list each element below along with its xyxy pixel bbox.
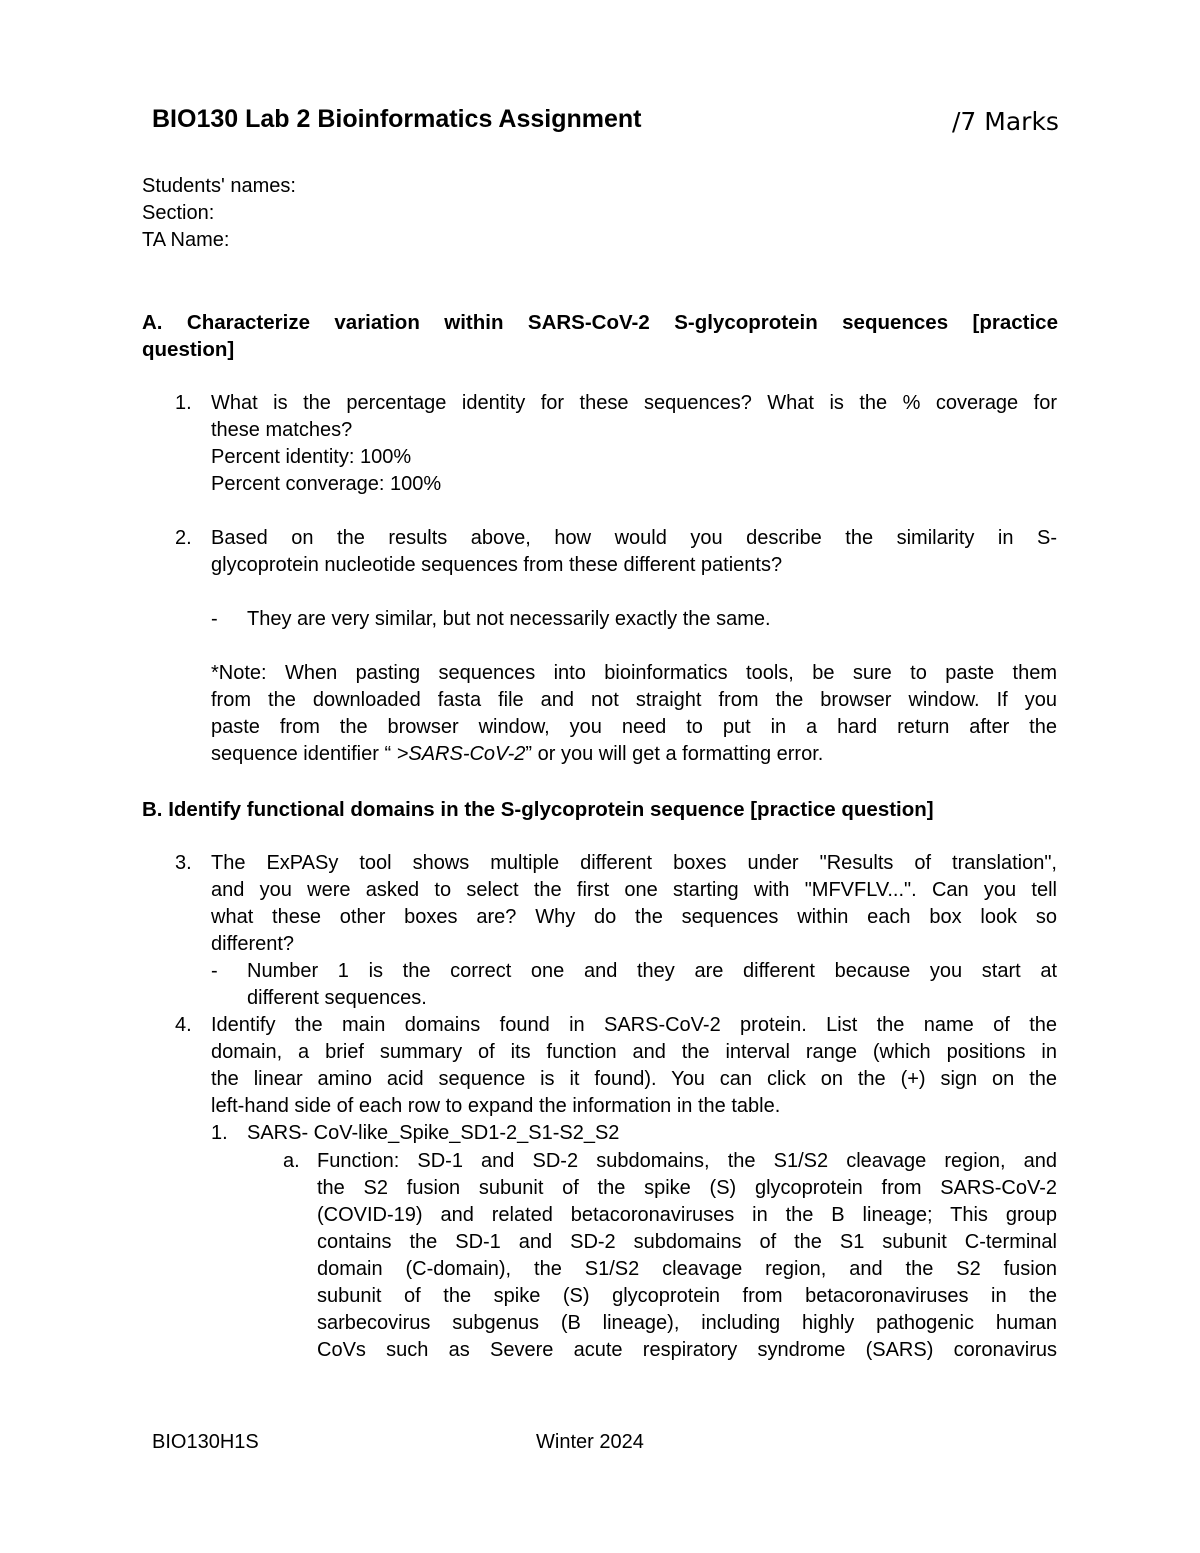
question-2: Based on the results above, how would you describe the similarity in S- glycoprotein nucleotide sequences from these different patients? xyxy=(211,527,1057,576)
section-field: Section: xyxy=(142,202,215,224)
marks-label: /7 Marks xyxy=(952,107,1059,136)
students-names-field: Students' names: xyxy=(142,175,296,197)
question-3: The ExPASy tool shows multiple different boxes under "Results of translation", and you were asked to select the first one starting with "MFVFLV...". Can you tell what these other boxes are? Why do the sequences within each box look so different? xyxy=(211,852,1057,955)
domain-1-function: Function: SD-1 and SD-2 subdomains, the S1/S2 cleavage region, and the S2 fusion subunit of the spike (S) glycoprotein from SARS-CoV-2 (COVID-19) and related betacoronaviruses in the B lineage; This group contains the SD-1 and SD-2 subdomains of the S1 subunit C-terminal domain (C-domain), the S1/S2 cleavage region, and the S2 fusion subunit of the spike (S) glycoprotein from betacoronaviruses in the sarbecovirus subgenus (B lineage), including highly pathogenic human CoVs such as Severe acute respiratory syndrome (SARS) coronavirus xyxy=(317,1150,1057,1361)
sequence-identifier: >SARS-CoV-2 xyxy=(396,743,526,765)
answer-2-dash: - xyxy=(211,608,218,630)
question-4-number: 4. xyxy=(175,1014,192,1036)
answer-percent-identity: Percent identity: 100% xyxy=(211,446,412,468)
note-paragraph: *Note: When pasting sequences into bioinformatics tools, be sure to paste them from the downloaded fasta file and not straight from the browser window. If you paste from the browser window, you need to put in a hard return after the sequence identifier “ >SARS-CoV-2” or you will get a formatting error. xyxy=(211,662,1057,765)
domain-1-name: SARS- CoV-like_Spike_SD1-2_S1-S2_S2 xyxy=(247,1122,620,1144)
domain-1-function-letter: a. xyxy=(283,1150,300,1172)
answer-3: Number 1 is the correct one and they are different because you start at different sequences. xyxy=(247,960,1057,1009)
ta-name-field: TA Name: xyxy=(142,229,230,251)
section-a-heading: A. Characterize variation within SARS-CoV-2 S-glycoprotein sequences [practice question] xyxy=(142,311,1058,361)
footer-course: BIO130H1S xyxy=(152,1431,259,1453)
footer-term: Winter 2024 xyxy=(536,1431,644,1453)
domain-1-number: 1. xyxy=(211,1122,228,1144)
question-1: What is the percentage identity for these sequences? What is the % coverage for these matches? Percent identity: 100% Percent converage: 100% xyxy=(211,390,1057,498)
question-2-number: 2. xyxy=(175,527,192,549)
answer-percent-coverage: Percent converage: 100% xyxy=(211,473,442,495)
question-3-number: 3. xyxy=(175,852,192,874)
document-title: BIO130 Lab 2 Bioinformatics Assignment xyxy=(152,105,642,133)
answer-3-dash: - xyxy=(211,960,218,982)
question-4: Identify the main domains found in SARS-CoV-2 protein. List the name of the domain, a brief summary of its function and the interval range (which positions in the linear amino acid sequence is it found). You can click on the (+) sign on the left-hand side of each row to expand the information in the table. xyxy=(211,1014,1057,1117)
question-1-number: 1. xyxy=(175,392,192,414)
answer-2: They are very similar, but not necessarily exactly the same. xyxy=(247,608,771,630)
section-b-heading: B. Identify functional domains in the S-glycoprotein sequence [practice question] xyxy=(142,798,934,821)
